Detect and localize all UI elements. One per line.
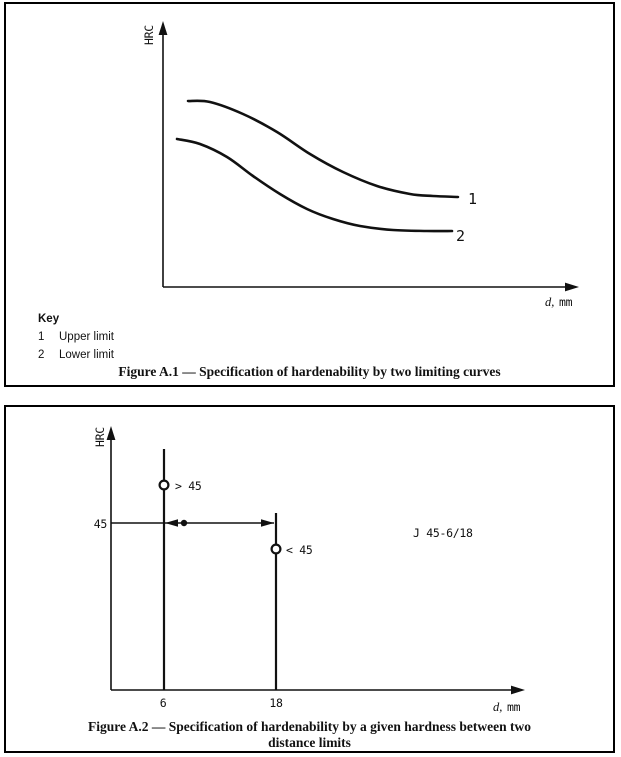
fig1-key-item-lower-limit xyxy=(38,349,114,362)
fig2-x-axis-arrowhead-icon xyxy=(511,686,525,695)
fig2-tick-6: 6 xyxy=(159,696,167,710)
fig2-designation-label: J 45-6/18 xyxy=(413,526,473,540)
figure-a1-frame xyxy=(4,2,615,387)
fig2-dimension-arrow-left-icon xyxy=(165,519,178,527)
fig2-x-axis-label-symbol: d, xyxy=(493,700,503,714)
fig1-upper-limit-curve xyxy=(188,101,458,197)
fig2-point-upper-circle-icon xyxy=(160,481,169,490)
fig2-caption-line1: Figure A.2 — Specification of hardenability by a given hardness between two xyxy=(87,719,531,734)
fig1-key xyxy=(38,313,114,367)
fig1-curve2-label: 2 xyxy=(456,227,466,245)
fig1-key-ref-1: 1 xyxy=(38,331,45,343)
fig1-curve1-label: 1 xyxy=(468,190,478,208)
fig2-point-lower-circle-icon xyxy=(272,545,281,554)
fig2-y-axis-label: HRC xyxy=(93,427,107,447)
fig1-y-axis-label: HRC xyxy=(142,25,156,45)
fig1-key-label-lower-limit: Lower limit xyxy=(59,349,114,361)
fig1-caption: Figure A.1 — Specification of hardenability by two limiting curves xyxy=(118,364,501,379)
fig1-lower-limit-curve xyxy=(177,139,452,231)
fig2-y-axis-arrowhead-icon xyxy=(107,426,116,440)
fig1-key-ref-2: 2 xyxy=(38,349,45,361)
fig1-key-title: Key xyxy=(38,313,60,325)
fig2-hardness-limit-value: 45 xyxy=(93,517,107,531)
fig2-caption-line2: distance limits xyxy=(268,735,351,750)
fig2-tick-18: 18 xyxy=(269,696,283,710)
fig2-point-lower-label: < 45 xyxy=(286,543,313,557)
fig2-point-upper-label: > 45 xyxy=(175,479,202,493)
fig1-x-axis-label-unit: mm xyxy=(559,295,573,309)
fig1-y-axis-arrowhead-icon xyxy=(159,21,168,35)
figure-a2-frame xyxy=(4,405,615,753)
fig1-x-axis-label-symbol: d, xyxy=(545,295,555,309)
fig1-key-item-upper-limit xyxy=(38,331,114,344)
fig2-dimension-centre-dot-icon xyxy=(181,520,187,526)
figure-a2-chart xyxy=(6,407,613,718)
fig2-caption xyxy=(6,719,613,751)
fig2-x-axis-label-unit: mm xyxy=(507,700,521,714)
fig1-x-axis-arrowhead-icon xyxy=(565,283,579,292)
fig2-dimension-arrow-right-icon xyxy=(261,519,274,527)
fig1-key-label-upper-limit: Upper limit xyxy=(59,331,114,343)
figure-a1-chart xyxy=(6,4,613,312)
